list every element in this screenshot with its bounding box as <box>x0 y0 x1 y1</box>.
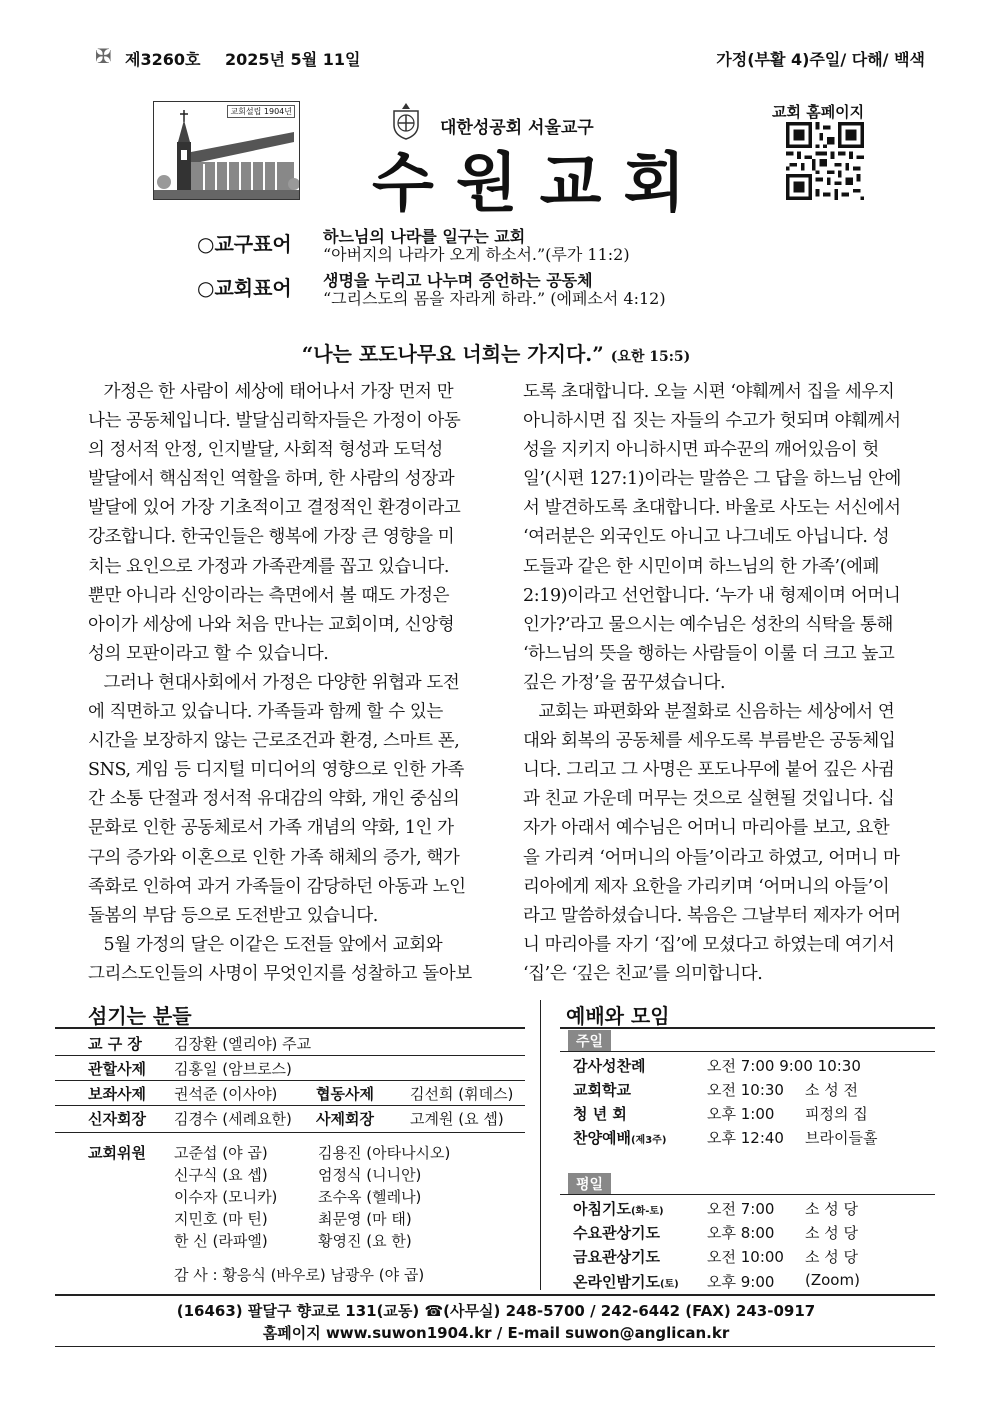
church-name: 수원교회 <box>372 146 708 221</box>
article-line: ‘여러분은 외국인도 아니고 나그네도 아닙니다. 성 <box>523 527 890 548</box>
committee-member: 신구식 (요 셉) <box>174 1166 268 1184</box>
committee-right-list <box>318 1142 450 1252</box>
article-line: 리아에게 제자 요한을 가리키며 ‘어머니의 아들’이 <box>523 876 890 897</box>
auditors: 감 사 : 황응식 (바우로) 남광우 (야 곱) <box>174 1266 425 1284</box>
headline-reference: (요한 15:5) <box>610 349 691 365</box>
article-line: 치는 요인으로 가정과 가족관계를 꼽고 있습니다. <box>88 556 450 577</box>
article-line: 시간을 보장하지 않는 근로조건과 환경, 스마트 폰, <box>88 731 460 752</box>
service-name <box>573 1127 666 1148</box>
service-name <box>573 1198 664 1219</box>
service-name: 청 년 회 <box>573 1105 627 1123</box>
issue-date: 2025년 5월 11일 <box>225 50 361 69</box>
article-line: 5월 가정의 달은 이같은 도전들 앞에서 교회와 <box>88 934 443 955</box>
article-line: 니다. 그리고 그 사명은 포도나무에 붙어 깊은 사귐 <box>523 760 895 781</box>
issue-bar <box>95 44 925 70</box>
article-line: 일’(시편 127:1)이라는 말씀은 그 답을 하느님 안에 <box>523 469 902 490</box>
divider <box>55 1027 525 1029</box>
article-line: 뿐만 아니라 신앙이라는 측면에서 볼 때도 가정은 <box>88 585 450 606</box>
row-value: 권석준 (이사야) <box>174 1085 278 1103</box>
committee-member: 황영진 (요 한) <box>318 1232 412 1250</box>
committee-member: 지민호 (마 틴) <box>174 1210 268 1228</box>
article-line: 돌봄의 부담 등으로 도전받고 있습니다. <box>88 905 378 926</box>
service-time: 오전 7:00 9:00 10:30 <box>707 1057 861 1075</box>
service-time: 오후 1:00 <box>707 1105 775 1123</box>
divider <box>55 1055 525 1056</box>
article-line: 성을 지키지 아니하시면 파수꾼의 깨어있음이 헛 <box>523 440 879 461</box>
footer-divider <box>55 1346 935 1347</box>
service-name: 교회학교 <box>573 1081 631 1099</box>
article-line: ‘집’은 ‘깊은 친교’를 의미합니다. <box>523 963 763 984</box>
service-place: 브라이들홀 <box>805 1129 878 1147</box>
motto-title: 생명을 누리고 나누며 증언하는 공동체 <box>323 271 593 290</box>
article-line: SNS, 게임 등 디지털 미디어의 영향으로 인한 가족 <box>88 760 464 781</box>
issue-number: 제3260호 <box>125 50 201 69</box>
motto-label: ○교회표어 <box>197 276 292 300</box>
service-suffix: (토) <box>659 1279 679 1290</box>
article-line: 깊은 가정’을 꿈꾸셨습니다. <box>523 672 726 693</box>
committee-member: 조수옥 (헬레나) <box>318 1188 422 1206</box>
article-line: 과 친교 가운데 머무는 것으로 실현될 것입니다. 십 <box>523 789 895 810</box>
article-line: 그리스도인들의 사명이 무엇인지를 성찰하고 돌아보 <box>88 963 472 984</box>
article-line: 족화로 인하여 과거 가족들이 감당하던 아동과 노인 <box>88 876 466 897</box>
service-suffix: (화-토) <box>630 1206 664 1217</box>
article-line: 을 가리켜 ‘어머니의 아들’이라고 하였고, 어머니 마 <box>523 847 900 868</box>
divider <box>560 1027 935 1029</box>
sunday-tag: 주일 <box>568 1030 611 1052</box>
row-value: 김장환 (엘리야) 주교 <box>174 1035 312 1053</box>
service-name-text: 온라인밤기도 <box>573 1273 660 1291</box>
committee-member: 김용진 (아타나시오) <box>318 1144 451 1162</box>
liturgical-sunday: 가정(부활 4)주일/ 다해/ 백색 <box>716 50 925 69</box>
article-line: 라고 말씀하셨습니다. 복음은 그날부터 제자가 어머 <box>523 905 901 926</box>
article-line: 인가?’라고 물으시는 예수님은 성찬의 식탁을 통해 <box>523 614 894 635</box>
article-line: 아이가 세상에 나와 처음 만나는 교회이며, 신앙형 <box>88 614 455 635</box>
article-line: 발달에서 핵심적인 역할을 하며, 한 사람의 성장과 <box>88 469 455 490</box>
service-place: 소 성 당 <box>805 1248 859 1266</box>
footer-web[interactable]: 홈페이지 www.suwon1904.kr / E-mail suwon@anglican.kr <box>262 1324 730 1342</box>
row-value: 고계원 (요 셉) <box>410 1110 504 1128</box>
service-name-text: 아침기도 <box>573 1200 631 1218</box>
article-line: 니 마리아를 자기 ‘집’에 모셨다고 하였는데 여기서 <box>523 934 895 955</box>
service-place: (Zoom) <box>805 1271 860 1289</box>
divider <box>560 1051 935 1052</box>
article-line: 의 정서적 안정, 인지발달, 사회적 형성과 도덕성 <box>88 440 443 461</box>
row-label: 교회위원 <box>88 1144 146 1162</box>
service-name: 수요관상기도 <box>573 1224 660 1242</box>
row-label: 신자회장 <box>88 1110 146 1128</box>
motto-verse: “그리스도의 몸을 자라게 하라.” (에페소서 4:12) <box>323 289 666 308</box>
article-line: 그러나 현대사회에서 가정은 다양한 위협과 도전 <box>88 672 460 693</box>
committee-member: 엄정식 (니니안) <box>318 1166 422 1184</box>
article-line: 2:19)이라고 선언합니다. ‘누가 내 형제이며 어머니 <box>523 585 901 606</box>
weekday-tag: 평일 <box>568 1173 611 1195</box>
servers-title: 섬기는 분들 <box>88 1004 192 1028</box>
service-name-text: 찬양예배 <box>573 1129 631 1147</box>
article-line: 아니하시면 집 짓는 자들의 수고가 헛되며 야훼께서 <box>523 411 901 432</box>
article-line: 구의 증가와 이혼으로 인한 가족 해체의 증가, 핵가 <box>88 847 460 868</box>
committee-left-list <box>174 1142 277 1252</box>
committee-member: 이수자 (모니카) <box>174 1188 278 1206</box>
divider <box>55 1080 525 1081</box>
church-illustration <box>153 101 300 200</box>
service-suffix: (제3주) <box>630 1135 667 1146</box>
established-label: 교회설립 1904년 <box>227 105 295 118</box>
service-time: 오전 10:00 <box>707 1248 784 1266</box>
service-time: 오후 12:40 <box>707 1129 784 1147</box>
homepage-label: 교회 홈페이지 <box>772 103 865 121</box>
service-name: 감사성찬례 <box>573 1057 646 1075</box>
cross-icon: ✠ <box>95 44 112 68</box>
article-line: 도록 초대합니다. 오늘 시편 ‘야훼께서 집을 세우지 <box>523 382 895 402</box>
article-line: 가정은 한 사람이 세상에 태어나서 가장 먼저 만 <box>88 382 454 402</box>
sermon-headline <box>0 338 992 367</box>
headline-text: “나는 포도나무요 너희는 가지다.” <box>301 342 604 366</box>
motto-title: 하느님의 나라를 일구는 교회 <box>323 227 526 246</box>
service-time: 오후 8:00 <box>707 1224 775 1242</box>
motto-label: ○교구표어 <box>197 232 292 256</box>
row-label: 보좌사제 <box>88 1085 146 1103</box>
diocese-name: 대한성공회 서울교구 <box>440 118 594 138</box>
article-line: 자가 아래서 예수님은 어머니 마리아를 보고, 요한 <box>523 818 890 839</box>
service-time: 오후 9:00 <box>707 1273 775 1291</box>
column-separator <box>540 1000 541 1290</box>
article-column-right <box>523 378 901 989</box>
service-name <box>573 1271 679 1292</box>
footer-address: (16463) 팔달구 향교로 131(교동) ☎(사무실) 248-5700 / 242-6442 (FAX) 243-0917 <box>176 1302 816 1320</box>
article-line: 나는 공동체입니다. 발달심리학자들은 가정이 아동 <box>88 411 461 432</box>
service-place: 소 성 당 <box>805 1224 859 1242</box>
row-label: 교 구 장 <box>88 1035 142 1053</box>
service-time: 오전 7:00 <box>707 1200 775 1218</box>
article-line: 대와 회복의 공동체를 세우도록 부름받은 공동체입 <box>523 731 896 752</box>
committee-member: 최문영 (마 태) <box>318 1210 412 1228</box>
service-place: 소 성 당 <box>805 1200 859 1218</box>
article-column-left <box>88 378 472 989</box>
service-time: 오전 10:30 <box>707 1081 784 1099</box>
motto-verse: “아버지의 나라가 오게 하소서.”(루가 11:2) <box>323 245 630 264</box>
article-line: 서 발견하도록 초대합니다. 바울로 사도는 서신에서 <box>523 498 901 519</box>
article-line: 발달에 있어 가장 기초적이고 결정적인 환경이라고 <box>88 498 461 519</box>
row-value: 김선희 (휘데스) <box>410 1085 514 1103</box>
article-line: 문화로 인한 공동체로서 가족 개념의 약화, 1인 가 <box>88 818 454 839</box>
service-place: 피정의 집 <box>805 1105 868 1123</box>
row-label: 관할사제 <box>88 1060 146 1078</box>
divider <box>55 1105 525 1106</box>
footer-divider <box>55 1294 935 1296</box>
worship-title: 예배와 모임 <box>566 1004 670 1028</box>
divider <box>560 1194 935 1195</box>
row-value: 김홍일 (암브로스) <box>174 1060 292 1078</box>
article-line: 에 직면하고 있습니다. 가족들과 함께 할 수 있는 <box>88 702 443 723</box>
article-line: 성의 모판이라고 할 수 있습니다. <box>88 643 329 664</box>
service-place: 소 성 전 <box>805 1081 859 1099</box>
row-label: 사제회장 <box>316 1110 374 1128</box>
row-value: 김경수 (세례요한) <box>174 1110 292 1128</box>
article-line: 강조합니다. 한국인들은 행복에 가장 큰 영향을 미 <box>88 527 455 548</box>
committee-member: 고준섭 (야 곱) <box>174 1144 268 1162</box>
committee-member: 한 신 (라파엘) <box>174 1232 268 1250</box>
qr-code-icon[interactable] <box>786 122 864 200</box>
article-line: 교회는 파편화와 분절화로 신음하는 세상에서 연 <box>523 702 895 723</box>
row-label: 협동사제 <box>316 1085 374 1103</box>
article-line: 도들과 같은 한 시민이며 하느님의 한 가족’(에페 <box>523 556 880 577</box>
divider <box>55 1132 525 1133</box>
article-line: ‘하느님의 뜻을 행하는 사람들이 이룰 더 크고 높고 <box>523 643 895 664</box>
service-name: 금요관상기도 <box>573 1248 660 1266</box>
article-line: 간 소통 단절과 정서적 유대감의 약화, 개인 중심의 <box>88 789 460 810</box>
